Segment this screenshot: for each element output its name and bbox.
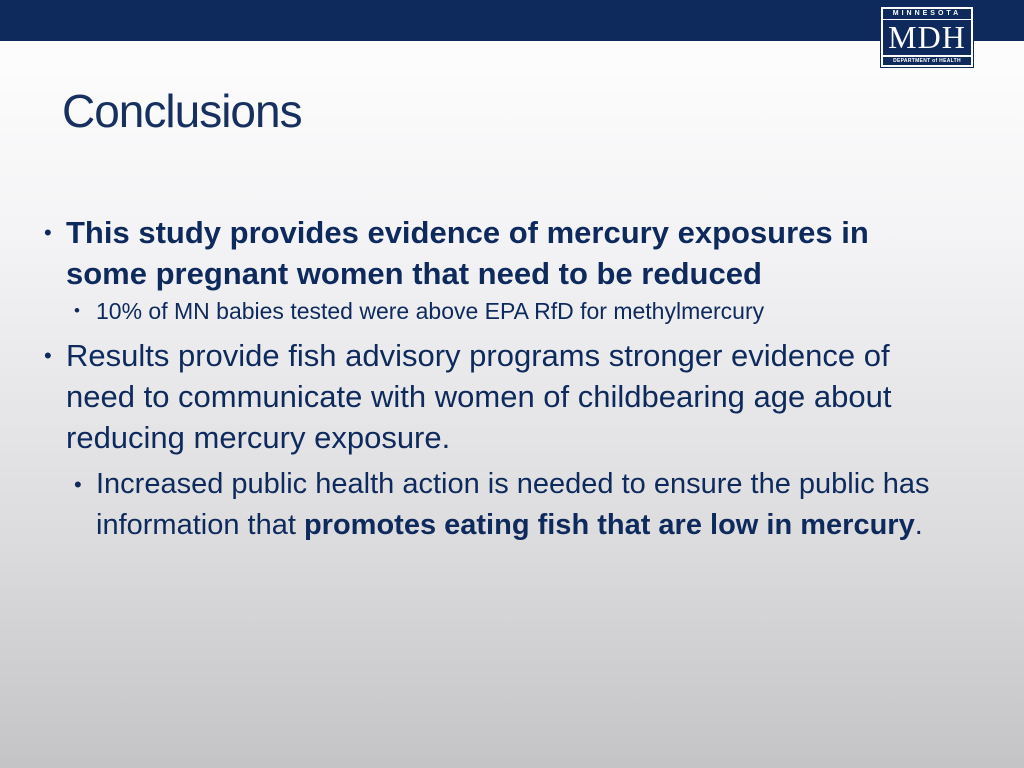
logo-department-text: DEPARTMENT of HEALTH	[883, 57, 971, 65]
bullet-text: This study provides evidence of mercury exposures in some pregnant women that need to be reduced	[66, 215, 869, 291]
sub-bullet-text-bold: promotes eating fish that are low in mercury	[303, 509, 915, 541]
bullet-text: Results provide fish advisory programs stronger evidence of need to communicate with women of childbearing age about reducing mercury exposure.	[66, 338, 892, 455]
sub-bullet-text: 10% of MN babies tested were above EPA RfD for methylmercury	[96, 298, 765, 324]
bullet-icon: •	[74, 472, 82, 497]
sub-bullet-text-start: Increased public health action is needed to ensure the public has information that	[96, 468, 930, 541]
bullet-list	[44, 212, 954, 555]
bullet-item	[44, 212, 954, 294]
sub-bullet-item	[44, 464, 954, 546]
mdh-logo	[880, 6, 974, 68]
logo-main-text: MDH	[883, 20, 971, 55]
header-bar	[0, 0, 1024, 41]
logo-state-text: MINNESOTA	[883, 9, 971, 19]
sub-bullet-text-end: .	[914, 509, 923, 541]
bullet-icon: •	[74, 301, 80, 320]
slide-title: Conclusions	[62, 85, 302, 137]
bullet-item	[44, 335, 954, 458]
bullet-icon: •	[44, 343, 52, 368]
bullet-icon: •	[44, 220, 52, 245]
sub-bullet-item	[44, 296, 954, 326]
